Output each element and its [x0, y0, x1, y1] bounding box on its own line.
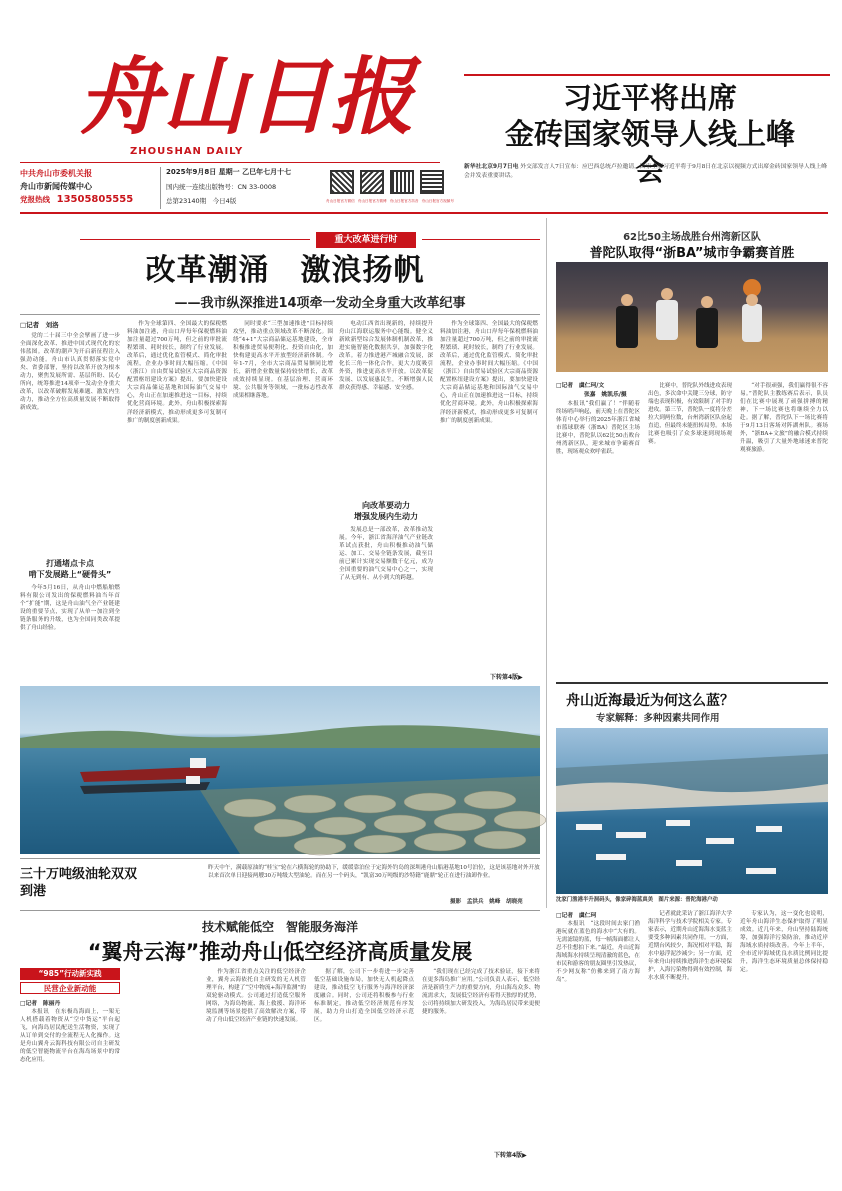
- qr-label: 舟山日报官方微信: [326, 199, 355, 203]
- lowalt-byline: □记者 陈丽丹: [20, 1001, 61, 1007]
- sea-subhead: 专家解释：多种因素共同作用: [596, 713, 720, 724]
- paragraph: 党的二十届三中全会擘画了进一步全面深化改革、推进中国式现代化的宏伟蓝图。改革的潮声为开启新征程注入强劲动能。舟山市认真贯彻落实党中央、省委部署，坚持以改革开放为根本动力，聚焦发展所需、基层所盼、民心所向，统筹推进14项牵一发动全身重大改革，以改革破解发展难题、激发内生动力，推动全方位高质量发展不断取得新成效。: [20, 333, 120, 412]
- sports-column: [648, 382, 732, 676]
- reform-subhead: ——我市纵深推进14项牵一发动全身重大改革纪事: [174, 296, 466, 311]
- reform-byline: □记者 刘洛: [20, 321, 59, 329]
- org-name-2: 舟山市新闻传媒中心: [20, 182, 92, 191]
- sports-kicker: 62比50主场战胜台州湾新区队: [623, 232, 761, 243]
- paragraph: 发展总是一部改革，改革推动发展。今年，浙江省海洋油气产业链改革试点获批，舟山积极推动油气储运、加工、交易全链条发展，截至目前已累计实现交易额数千亿元，成为全国重要的油气交易中心之一，实现了从无到有、从小到大的跨越。: [339, 527, 433, 582]
- sea-photo-caption: 沈家门渔港半升洞码头，像家碎海蓝真美 图片来源：普陀海港户动: [556, 897, 718, 903]
- paragraph: 本报讯“我们赢了！”伴随着终场哨声响起，前天晚上在普陀区体育中心举行的2025年浙江省城市篮球联赛（浙BA）普陀区主场比赛中，普陀队以62比50击败台州湾新区队，迎来城市争霸赛首胜，现场观众欢呼雀跃。: [556, 401, 640, 456]
- sports-byline-2: 张嘉 姚凯乐/摄: [584, 392, 627, 398]
- paragraph: 今年5月16日，从舟山中燃船舶燃料有限公司发出的保税燃料油当年首个“扩能”期，这是舟山油气全产业链建设的重要节点，实现了从单一加注到全链条服务的升级，也为全国同类改革提供了舟山经验。: [20, 585, 120, 632]
- paragraph: 专家认为，这一变化也说明，近年舟山海洋生态保护取得了明显成效。近几年来，舟山坚持陆海统筹，加强海洋污染防治，推动近岸海域水质持续改善。今年上半年，全市近岸海域优良水质比例同比提升，海洋生态环境质量总体保持稳定。: [740, 911, 828, 974]
- paragraph: 比赛中，普陀队外线进攻表现出色，多次命中关键三分球，防守端也表现积极，有效限制了对手的进攻。第三节，普陀队一度将分差拉大到两位数，台州湾新区队奋起直追，但最终未能扭转局势。本场比赛也吸引了众多球迷到现场观赛。: [648, 383, 732, 446]
- lead-agency: 新华社北京9月7日电: [464, 164, 519, 170]
- qr-label: 舟山日报官方微博: [357, 199, 387, 203]
- lead-headline-line: 金砖国家领导人线上峰会: [504, 117, 795, 187]
- sea-column: [648, 910, 732, 1170]
- cn-number: 国内统一连续出版物号：CN 33-0008: [166, 183, 277, 191]
- hotline: [20, 194, 133, 205]
- paragraph: 作为全球第四、全国最大的保税燃料油加注港，舟山口岸每年保税燃料油加注量超过700万吨，但之前的审批流程繁琐、耗时较长，制约了行业发展。改革后，通过优化监管模式、简化审批流程，企业办事时间大幅压缩。《中国（浙江）自由贸易试验区大宗商品资源配置枢纽建设方案》提出，要加快建设大宗商品储运基地和国际油气交易中心，舟山正在加速推进这一目标，持续优化营商环境。此外，舟山积极探索海洋经济新模式，推动形成更多可复制可推广的制度创新成果。: [440, 321, 538, 424]
- issue-number: 总第23140期 今日4版: [166, 197, 237, 205]
- lowalt-column: [422, 968, 540, 1144]
- caption-title-text: 三十万吨级油轮双双到港: [20, 867, 138, 899]
- paragraph: 作为浙江省重点关注的低空经济企业，翼舟云海依托自主研发的无人机管理平台，构建了“空中物流+海洋监测”的双轮驱动模式。公司通过打造低空服务网络，为海岛物流、海上救援、海洋环境监测等场景提供了高效解决方案，带动了舟山低空经济产业链的快速发展。: [206, 969, 306, 1024]
- paragraph: 作为全球第四、全国最大的保税燃料油加注港，舟山口岸每年保税燃料油加注量超过700万吨，但之前的审批流程繁琐、耗时较长，制约了行业发展。改革后，通过优化监管模式、简化审批流程，企业办事时间大幅压缩。《中国（浙江）自由贸易试验区大宗商品资源配置枢纽建设方案》提出，要加快建设大宗商品储运基地和国际油气交易中心，舟山正在加速推进这一目标，持续优化营商环境。此外，舟山积极探索海洋经济新模式，推动形成更多可复制可推广的制度创新成果。: [127, 321, 227, 424]
- paragraph: 电动江西省出现新的，持续提升舟山江海联运服务中心能级。健全义新欧新型综合发展体制机制改革，推进实施智能化数据共享，加强数字化改革。着力推进港产城融合发展，深化长三角一体化合作，更大力度吸引外资，推进更高水平开放。以改革促发展、以发展惠民生，不断增强人民群众获得感、幸福感、安全感。: [339, 321, 433, 392]
- photo-credit: 摄影 孟洪兵 姚峰 胡晓亮: [450, 899, 523, 905]
- qr-code-icon[interactable]: [420, 170, 444, 194]
- lead-headline-line: 习近平将出席: [562, 81, 737, 115]
- badge: “985”行动新实践: [20, 968, 120, 980]
- reform-column: [233, 320, 333, 682]
- sea-column: [740, 910, 828, 1170]
- reform-subheading-1: [20, 558, 120, 580]
- photo-caption: 昨天中午，满载原油的“桂宝”轮在六横海轮的协助下，缓缓靠泊位于定海外钓岛的深圳港舟山船港基地10号泊位，这是该基地对外开放以来首次单日迎接两艘30万吨级大型油轮。而在另一个码头，“凯富30万吨级的沙特籍“鹿鼎”轮正在进行油卸作业。: [208, 865, 540, 879]
- lead-text: 外交部发言人7日宣布：应巴西总统卢拉邀请，国家主席习近平将于9月8日在北京以视频方式出席金砖国家领导人线上峰会并发表重要讲话。: [464, 164, 828, 179]
- continue-link[interactable]: 下转第4版▶: [494, 1152, 527, 1159]
- paragraph: 本报讯 “这段时间去家门渔港玩就在蓝色的海水中“大有的。无需滤镜的蓝，每一帧海面都让人忍不住想拍下来。”最近，舟山近海海域海水持续呈现清澈的蓝色，在市民和游客的朋友圈里引发热议，不少网友称“仿佛来到了南方海岛”。: [556, 921, 640, 984]
- sea-column: [556, 920, 640, 1170]
- sea-headline: 舟山近海最近为何这么蓝？: [566, 693, 734, 709]
- sports-column: [740, 382, 828, 676]
- section-label: 重大改革进行时: [316, 232, 416, 248]
- reform-subheading-2: [339, 500, 433, 522]
- hotline-label: 党报热线: [20, 195, 50, 204]
- lead-body: [464, 163, 830, 180]
- lowalt-column: [206, 968, 306, 1168]
- basketball-photo: [556, 262, 828, 372]
- lowalt-column: [314, 968, 414, 1168]
- reform-column: [20, 332, 120, 552]
- qr-label: 舟山日报官方视频号: [421, 199, 454, 203]
- subheading-line: 啃下发展路上“硬骨头”: [28, 570, 112, 579]
- paragraph: “我们现在已经完成了技术验证，接下来将在更多海岛推广应用。”公司负责人表示，低空经济是新质生产力的重要方向，舟山海岛众多、物流需求大，发展低空经济有着得天独厚的优势，公司将持续加大研发投入，为海岛居民带来更便捷的服务。: [422, 969, 540, 1016]
- sea-byline: □记者 虞仁珂: [556, 913, 597, 919]
- paragraph: 本报讯 在东极岛海面上，一架无人机搭载着物资从“空中货运”平台起飞，向海岛居民配送生活物资，实现了从订单到交付的全流程无人化操作。这是舟山翼舟云海科技有限公司自主研发的低空智能物流平台在海岛场景中的常态化应用。: [20, 1009, 120, 1064]
- harbor-photo: [556, 728, 828, 894]
- continue-link[interactable]: 下转第4版▶: [490, 674, 523, 681]
- qr-code-icon[interactable]: [390, 170, 414, 194]
- reform-column: [20, 584, 120, 682]
- sports-byline: □记者 虞仁珂/文: [556, 383, 605, 389]
- logo-text: 舟山日报: [78, 47, 415, 146]
- reform-column: [339, 526, 433, 676]
- photo-illustration: [20, 686, 540, 854]
- oil-tanker-photo: [20, 686, 540, 854]
- reform-column: [339, 320, 433, 496]
- newspaper-logo: [78, 38, 415, 146]
- lowalt-kicker: 技术赋能低空 智能服务海洋: [201, 920, 358, 934]
- sports-headline: 普陀队取得“浙BA”城市争霸赛首胜: [589, 246, 795, 261]
- photo-illustration: [556, 728, 828, 894]
- photo-illustration: [556, 262, 828, 372]
- qr-code-icon[interactable]: [330, 170, 354, 194]
- paragraph: 据了解，公司下一步将进一步完善低空基础设施布局，加快无人机起降点建设，推动低空飞行服务与海洋经济深度融合。同时，公司还将积极参与行业标准制定，推动低空经济规范有序发展，助力舟山打造全国低空经济示范区。: [314, 969, 414, 1024]
- badge: 民营企业新动能: [20, 982, 120, 994]
- lowalt-headline: “翼舟云海”推动舟山低空经济高质量发展: [87, 940, 473, 964]
- qr-label: 舟山日报官方抖音: [389, 199, 419, 203]
- paragraph: “对手很顽强，我们赢得很不容易。”普陀队主教练赛后表示，队员们在比赛中展现了顽强拼搏的精神，下一场比赛也将继续全力以赴。据了解，普陀队下一场比赛将于9月13日客场对阵湖州队。赛场外，“浙BA+文旅”的融合模式持续升温，吸引了大量外地球迷来普陀观赛旅游。: [740, 383, 828, 454]
- hotline-number: 13505805555: [56, 194, 134, 205]
- photo-caption-title: [20, 866, 180, 900]
- reform-headline: 改革潮涌 激浪扬帆: [145, 253, 425, 288]
- subheading-line: 增强发展内生动力: [354, 512, 418, 521]
- lowalt-column: [20, 1008, 120, 1168]
- sports-column: [556, 400, 640, 676]
- qr-code-icon[interactable]: [360, 170, 384, 194]
- paragraph: 记者就此采访了浙江海洋大学海洋科学与技术学院相关专家。专家表示，近期舟山近海海水变蓝主要受多种因素共同作用。一方面，近期台风较少，海况相对平稳，海水中悬浮泥沙减少；另一方面，近年来舟山持续推进海洋生态环境保护，入海污染物得到有效控制，海水水质不断提升。: [648, 911, 732, 982]
- reform-column: [440, 320, 538, 670]
- english-title: ZHOUSHAN DAILY: [130, 146, 244, 157]
- subheading-line: 向改革要动力: [362, 501, 410, 510]
- issue-date: 2025年9月8日 星期一 乙巳年七月十七: [166, 168, 292, 176]
- subheading-line: 打通堵点卡点: [46, 559, 94, 568]
- org-name-1: 中共舟山市委机关报: [20, 169, 92, 178]
- paragraph: 同时要求“三型加速推进”目标持续攻坚，推动重点领域改革不断深化。围绕“4+1”大宗商品储运基地建设，全市积极推进贸易便利化、投资自由化，加快构建更高水平开放型经济新体制。今年1-7月，全市大宗商品贸易额同比增长，新增企业数量保持较快增长，改革成效持续显现。在基层治理、营商环境、公共服务等领域，一批标志性改革成果相继落地。: [233, 321, 333, 400]
- qr-group: [330, 170, 450, 200]
- reform-column: [127, 320, 227, 682]
